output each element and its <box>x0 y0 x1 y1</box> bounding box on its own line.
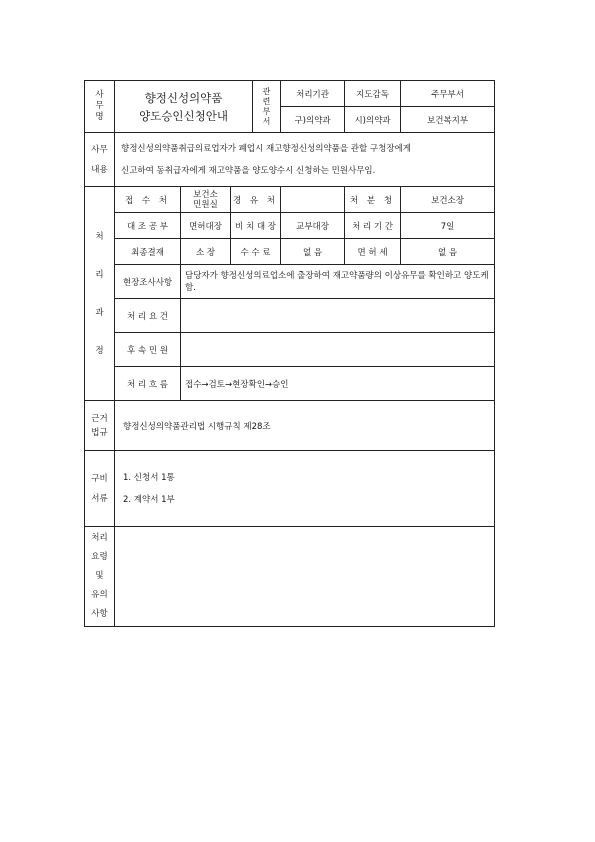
follow-up-label: 후 속 민 원 <box>115 333 181 367</box>
processing-period-label: 처 리 기 간 <box>345 213 401 239</box>
processing-period-value: 7일 <box>401 213 495 239</box>
site-inspection-text: 담당자가 향정신성의료업소에 출장하여 재고약품량의 이상유무를 확인하고 양도케 함. <box>181 265 495 299</box>
reference-ledger-label: 대 조 공 부 <box>115 213 181 239</box>
final-approval-value: 소 장 <box>181 239 231 265</box>
main-dept-value: 보건복지부 <box>401 107 495 133</box>
process-flow-label: 처 리 흐 름 <box>115 367 181 401</box>
description-line-2: 신고하여 동취급자에게 재고약품을 양도양수시 신청하는 민원사무임. <box>121 165 376 176</box>
process-label: 처 리 과 정 <box>85 187 115 401</box>
follow-up-value <box>181 333 495 367</box>
via-value <box>281 187 345 213</box>
kept-ledger-value: 교부대장 <box>281 213 345 239</box>
fee-label: 수 수 료 <box>231 239 281 265</box>
notes-text <box>115 527 495 627</box>
main-dept-header: 주무부서 <box>401 81 495 107</box>
documents-list <box>115 451 495 527</box>
kept-ledger-label: 비 치 대 장 <box>231 213 281 239</box>
title-line-2: 양도승인신청안내 <box>139 108 228 123</box>
processing-agency-value: 구)의약과 <box>281 107 345 133</box>
notes-label: 처리 요령 및 유의 사항 <box>85 527 115 627</box>
disposal-authority-value: 보건소장 <box>401 187 495 213</box>
basis-label: 근거 법규 <box>85 401 115 451</box>
document-item: 1. 신청서 1통 <box>123 472 175 483</box>
reception-value: 보건소 민원실 <box>181 187 231 213</box>
job-title <box>115 81 253 133</box>
process-flow-value: 접수→검토→현장확인→승인 <box>181 367 495 401</box>
via-label: 경 유 처 <box>231 187 281 213</box>
fee-value: 없 음 <box>281 239 345 265</box>
disposal-authority-label: 처 분 청 <box>345 187 401 213</box>
processing-agency-header: 처리기관 <box>281 81 345 107</box>
description-line-1: 향정신성의약품취급의료업자가 폐업시 재고향정신성의약품을 관할 구청장에게 <box>121 143 411 154</box>
related-dept-label: 관 련 부 서 <box>253 81 281 133</box>
reception-label: 접 수 처 <box>115 187 181 213</box>
supervision-value: 시)의약과 <box>345 107 401 133</box>
reference-ledger-value: 면허대장 <box>181 213 231 239</box>
documents-label: 구비 서류 <box>85 451 115 527</box>
form-table <box>84 80 495 627</box>
job-name-label: 사 무 명 <box>85 81 115 133</box>
requirements-label: 처 리 요 건 <box>115 299 181 333</box>
final-approval-label: 최종결재 <box>115 239 181 265</box>
license-tax-label: 면 허 세 <box>345 239 401 265</box>
application-guide-form <box>84 80 494 627</box>
license-tax-value: 없 음 <box>401 239 495 265</box>
basis-text: 향정신성의약품관리법 시행규칙 제28조 <box>115 401 495 451</box>
title-line-1: 향정신성의약품 <box>144 90 223 105</box>
requirements-value <box>181 299 495 333</box>
supervision-header: 지도감독 <box>345 81 401 107</box>
description-label: 사무 내용 <box>85 133 115 187</box>
document-item: 2. 계약서 1부 <box>123 494 175 505</box>
site-inspection-label: 현장조사사항 <box>115 265 181 299</box>
description-text <box>115 133 495 187</box>
